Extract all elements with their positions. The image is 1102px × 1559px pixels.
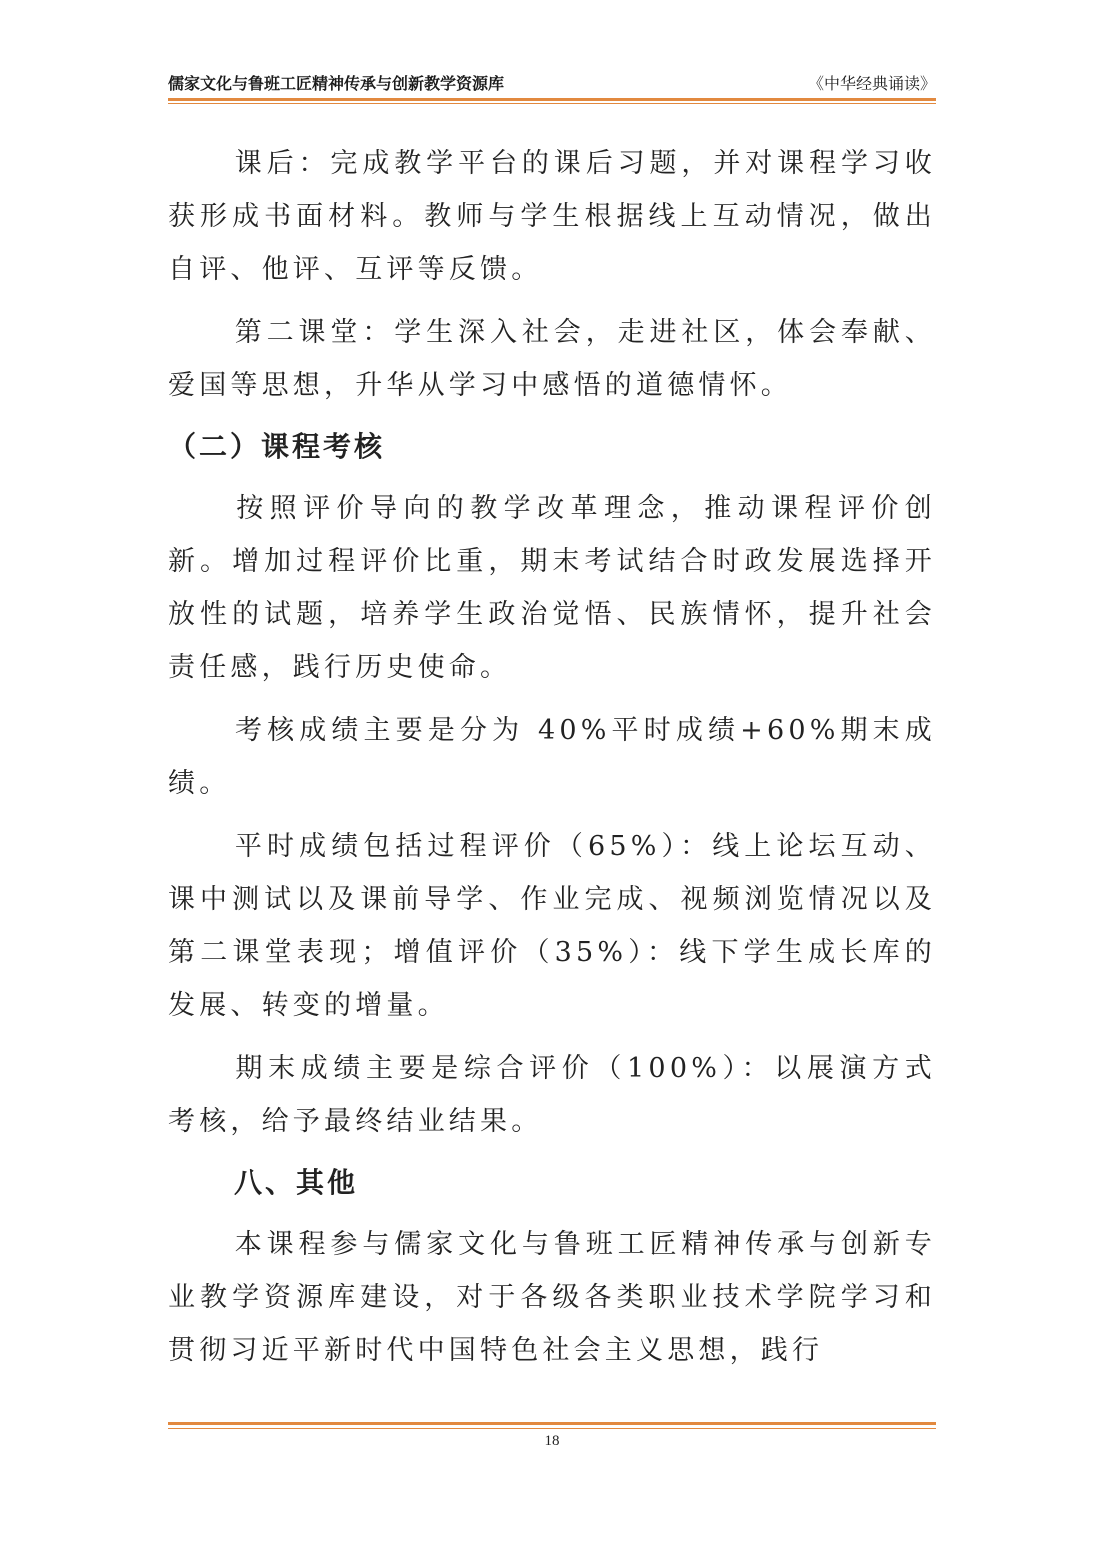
paragraph-second-classroom: 第二课堂：学生深入社会，走进社区，体会奉献、爱国等思想，升华从学习中感悟的道德情怀。 — [168, 317, 936, 401]
paragraph-final-grade: 期末成绩主要是综合评价（100%）：以展演方式考核，给予最终结业结果。 — [168, 1053, 936, 1137]
header-rule-thick — [168, 98, 936, 101]
page-body — [168, 137, 936, 1387]
footer-rule-thin — [168, 1428, 936, 1429]
paragraph-regular-grade: 平时成绩包括过程评价（65%）：线上论坛互动、课中测试以及课前导学、作业完成、视频浏览情况以及第二课堂表现；增值评价（35%）：线下学生成长库的发展、转变的增量。 — [168, 831, 936, 1021]
paragraph-after-class: 课后：完成教学平台的课后习题，并对课程学习收获形成书面材料。教师与学生根据线上互动情况，做出自评、他评、互评等反馈。 — [168, 148, 936, 285]
header-rule-thin — [168, 103, 936, 104]
paragraph-resource-library: 本课程参与儒家文化与鲁班工匠精神传承与创新专业教学资源库建设，对于各级各类职业技术学院学习和贯彻习近平新时代中国特色社会主义思想，践行 — [168, 1229, 936, 1366]
paragraph-grade-composition: 考核成绩主要是分为 40%平时成绩+60%期末成绩。 — [168, 715, 936, 799]
page-header — [168, 72, 936, 98]
section-heading-other: 八、其他 — [234, 1166, 359, 1199]
footer-rule-thick — [168, 1422, 936, 1425]
paragraph-assessment-reform: 按照评价导向的教学改革理念，推动课程评价创新。增加过程评价比重，期末考试结合时政发展选择开放性的试题，培养学生政治觉悟、民族情怀，提升社会责任感，践行历史使命。 — [168, 493, 936, 683]
page-number: 18 — [544, 1433, 560, 1449]
subheading-course-assessment: （二）课程考核 — [168, 430, 386, 463]
header-book-title: 《中华经典诵读》 — [807, 74, 936, 93]
header-title: 儒家文化与鲁班工匠精神传承与创新教学资源库 — [168, 74, 505, 93]
